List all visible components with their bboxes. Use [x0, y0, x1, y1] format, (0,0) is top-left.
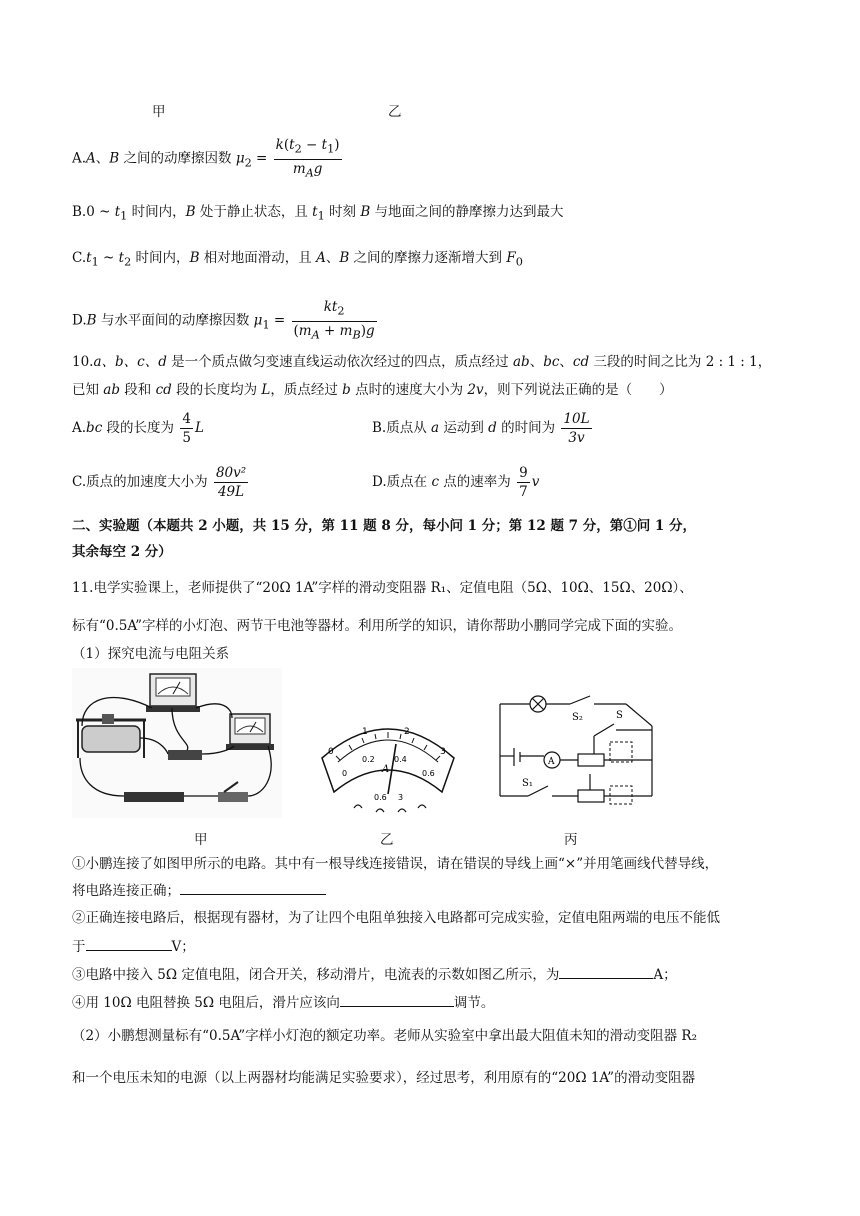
- dial-symbol: A: [382, 764, 390, 775]
- q9-d-fraction: $\frac{kt_2}{(m_A + m_B)g}$: [293, 299, 375, 342]
- q10-stem-line2: 已知 ab 段和 cd 段的长度均为 L，质点经过 b 点时的速度大小为 2v，则下列说法正确的是（ ）: [72, 382, 673, 398]
- answer-blank-1[interactable]: [180, 880, 326, 895]
- q11-line2: 标有“0.5A”字样的小灯泡、两节干电池等器材。利用所学的知识，请你帮助小鹏同学完成下面的实验。: [72, 618, 683, 634]
- q11-sub2-line2: 和一个电压未知的电源（以上两器材均能满足实验要求），经过思考，利用原有的“20Ω 1A”的滑动变阻器: [72, 1070, 696, 1086]
- q9-option-c: $C.t_1$ ~ $t_2$ 时间内，B 相对地面滑动，且 A、B 之间的摩擦力逐渐增大到 $F_0$: [72, 250, 523, 269]
- dial-bottom-2: 0.4: [394, 755, 407, 764]
- q11-sub2-line1: （2）小鹏想测量标有“0.5A”字样小灯泡的额定功率。老师从实验室中拿出最大阻值未知的滑动变阻器 R₂: [72, 1028, 697, 1044]
- q11-item2-line2: 于 V；: [72, 936, 195, 957]
- q11-item1-line1: ①小鹏连接了如图甲所示的电路。其中有一根导线连接错误，请在错误的导线上画“×”并用笔画线代替导线，: [72, 856, 719, 872]
- q11-item2-line1: ②正确连接电路后，根据现有器材，为了让四个电阻单独接入电路都可完成实验，定值电阻两端的电压不能低: [72, 910, 720, 926]
- q9-option-d: D.B 与水平面间的动摩擦因数 $\mu_1$ = $\frac{kt_2}{(m_A + m_B)g}$: [72, 298, 379, 344]
- answer-blank-2[interactable]: [86, 936, 172, 951]
- figure-label-jia: 甲: [152, 104, 166, 120]
- dial-bottom-1: 0.2: [362, 755, 375, 764]
- q10-option-b: B.质点从 a 运动到 d 的时间为 $\frac{10L}{3v}$: [372, 411, 590, 446]
- dial-top-2: 2: [404, 727, 410, 737]
- figure-jia-apparatus: [72, 668, 282, 818]
- dial-top-1: 1: [362, 727, 368, 737]
- circuit-label-ammeter: A: [548, 757, 555, 767]
- circuit-label-s1: S₁: [522, 778, 533, 789]
- q11-line1: 11.电学实验课上，老师提供了“20Ω 1A”字样的滑动变阻器 R₁、定值电阻（5Ω、10Ω、15Ω、20Ω）、: [72, 580, 693, 596]
- q9-option-a: A.A、B 之间的动摩擦因数 $\mu_2$ = $\frac{k(t_2 - t_1)}{m_Ag}$: [72, 136, 344, 182]
- dial-top-0: 0: [328, 747, 334, 757]
- q10-option-d: D.质点在 c 点的速率为 $\frac{9}{7}$ v: [372, 465, 540, 500]
- terminal-label-06: 0.6: [374, 793, 387, 802]
- figure-caption-yi: 乙: [380, 832, 394, 848]
- answer-blank-4[interactable]: [340, 992, 454, 1007]
- section2-title-line1: 二、实验题（本题共 2 小题，共 15 分，第 11 题 8 分，每小问 1 分；第 12 题 7 分，第①问 1 分，: [72, 518, 697, 534]
- figure-label-yi: 乙: [388, 104, 402, 120]
- figure-bing-circuit: [494, 686, 660, 816]
- q10-stem-line1: 10.a、b、c、d 是一个质点做匀变速直线运动依次经过的四点，质点经过 ab、bc、cd 三段的时间之比为 2 : 1 : 1，: [72, 354, 772, 370]
- figure-yi-ammeter-dial: [318, 710, 458, 820]
- q10-option-a: A.bc 段的长度为 $\frac{4}{5}$ L: [72, 411, 204, 446]
- q11-item1-line2: 将电路连接正确；: [72, 880, 326, 901]
- section2-title-line2: 其余每空 2 分）: [72, 544, 172, 560]
- answer-blank-3[interactable]: [559, 964, 653, 979]
- terminal-label-3: 3: [398, 793, 404, 802]
- dial-top-3: 3: [440, 747, 446, 757]
- circuit-label-s2: S₂: [572, 712, 583, 723]
- dial-bottom-3: 0.6: [422, 769, 435, 778]
- q11-item3: ③电路中接入 5Ω 定值电阻，闭合开关，移动滑片，电流表的示数如图乙所示，为 A；: [72, 964, 677, 985]
- figure-caption-bing: 丙: [564, 832, 578, 848]
- circuit-label-s: S: [616, 710, 623, 721]
- q11-sub1: （1）探究电流与电阻关系: [72, 646, 230, 662]
- dial-bottom-0: 0: [342, 769, 348, 778]
- q11-item4: ④用 10Ω 电阻替换 5Ω 电阻后，滑片应该向 调节。: [72, 992, 494, 1013]
- q9-option-b: B.0 ~ $t_1$ 时间内，B 处于静止状态，且 $t_1$ 时刻 B 与地面之间的静摩擦力达到最大: [72, 204, 564, 223]
- figure-caption-jia: 甲: [194, 832, 208, 848]
- q10-option-c: C.质点的加速度大小为 $\frac{\text{80v²}}{49L}$: [72, 465, 247, 500]
- q9-a-fraction: $\frac{k(t_2 - t_1)}{m_Ag}$: [275, 137, 340, 180]
